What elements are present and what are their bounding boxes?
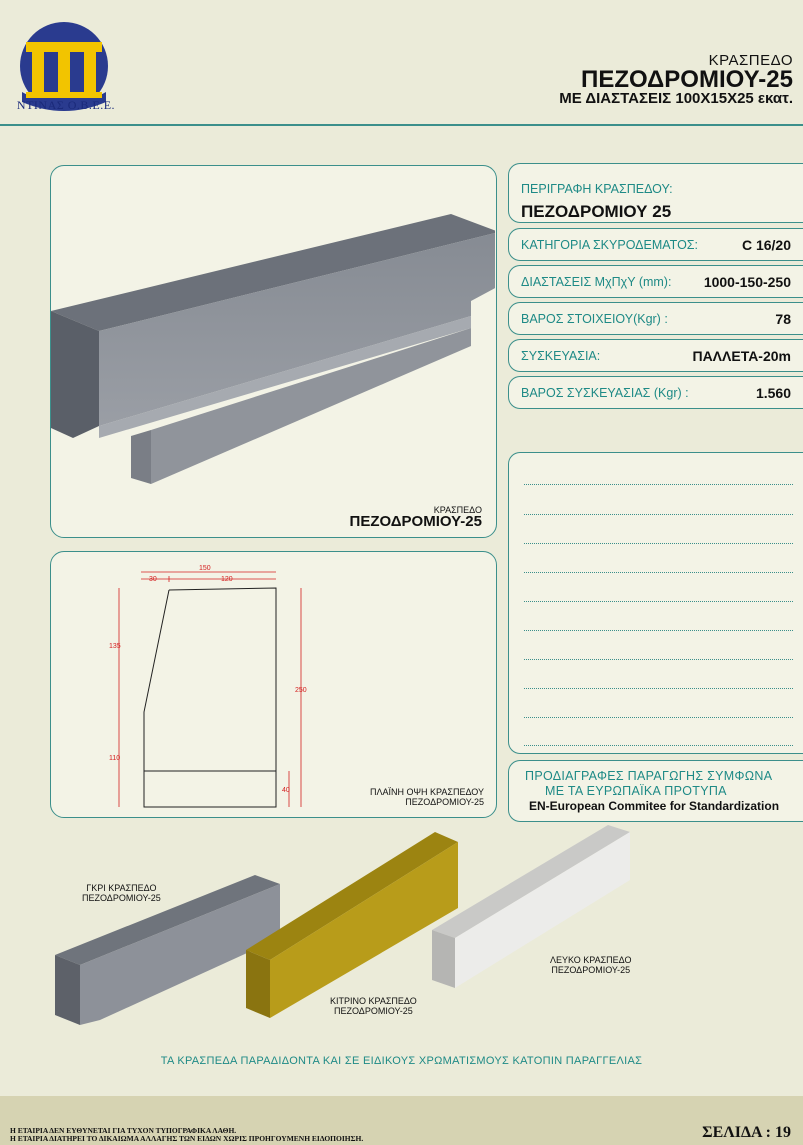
company-name: ΝΤΙΝΑΣ Ο.Β.Ε.Ε. <box>16 98 116 112</box>
spec-row <box>508 376 803 409</box>
custom-color-note: ΤΑ ΚΡΑΣΠΕΔΑ ΠΑΡΑΔΙΔΟΝΤΑ ΚΑΙ ΣΕ ΕΙΔΙΚΟΥΣ ΧΡΩΜΑΤΙΣΜΟΥΣ ΚΑΤΟΠΙΝ ΠΑΡΑΓΓΕΛΙΑΣ <box>160 1055 643 1067</box>
note-line <box>524 659 793 660</box>
dim-top-right: 120 <box>221 576 233 583</box>
notes-box <box>508 452 803 754</box>
spec-row <box>508 302 803 335</box>
page-number: ΣΕΛΙΔΑ : 19 <box>702 1124 791 1141</box>
spec-value: ΠΑΛΛΕΤΑ-20m <box>692 347 791 364</box>
variant-caption-gray <box>82 883 161 903</box>
spec-description-label: ΠΕΡΙΓΡΑΦΗ ΚΡΑΣΠΕΔΟΥ: <box>521 182 673 196</box>
variant-yellow-line1: ΚΙΤΡΙΝΟ ΚΡΑΣΠΕΔΟ <box>330 996 417 1006</box>
dim-left-upper: 135 <box>109 643 121 650</box>
note-line <box>524 572 793 573</box>
note-line <box>524 688 793 689</box>
spec-description-value: ΠΕΖΟΔΡΟΜΙΟΥ 25 <box>521 202 672 221</box>
note-line <box>524 543 793 544</box>
side-caption-line1: ΠΛΑΪΝΗ ΟΨΗ ΚΡΑΣΠΕΔΟΥ <box>370 787 484 797</box>
spec-value: 1000-150-250 <box>703 273 791 290</box>
note-line <box>524 717 793 718</box>
spec-value: C 16/20 <box>741 236 791 253</box>
spec-row <box>508 265 803 298</box>
note-line <box>524 745 793 746</box>
footer-disclaimer-1: Η ΕΤΑΙΡΙΑ ΔΕΝ ΕΥΘΥΝΕΤΑΙ ΓΙΑ ΤΥΧΟΝ ΤΥΠΟΓΡΑΦΙΚΑ ΛΑΘΗ. <box>10 1126 237 1135</box>
main-caption-small: ΚΡΑΣΠΕΔΟ <box>433 505 482 515</box>
side-view-drawing <box>51 552 495 816</box>
spec-value: 1.560 <box>755 384 791 401</box>
spec-description <box>508 163 803 223</box>
dim-top-left: 30 <box>149 576 157 583</box>
variant-white-line1: ΛΕΥΚΟ ΚΡΑΣΠΕΔΟ <box>550 955 632 965</box>
spec-label: ΣΥΣΚΕΥΑΣΙΑ: <box>521 348 601 363</box>
spec-value: 78 <box>775 310 791 327</box>
curb-3d-image <box>51 166 495 536</box>
product-image-panel <box>50 165 497 538</box>
title-line2: ΠΕΖΟΔΡΟΜΙΟΥ-25 <box>581 66 793 93</box>
variant-gray-line2: ΠΕΖΟΔΡΟΜΙΟΥ-25 <box>82 893 161 903</box>
note-line <box>524 630 793 631</box>
side-view-panel <box>50 551 497 818</box>
variant-caption-yellow <box>330 996 417 1016</box>
dim-top-total: 150 <box>199 565 211 572</box>
header-divider <box>0 124 803 126</box>
page-title <box>559 52 793 107</box>
standards-line1: ΠΡΟΔΙΑΓΡΑΦΕΣ ΠΑΡΑΓΩΓΗΣ ΣΥΜΦΩΝΑ <box>525 769 773 783</box>
note-line <box>524 514 793 515</box>
standards-line2: ΜΕ ΤΑ ΕΥΡΩΠΑΪΚΑ ΠΡΟΤΥΠΑ <box>545 784 727 798</box>
variant-gray-line1: ΓΚΡΙ ΚΡΑΣΠΕΔΟ <box>86 883 157 893</box>
spec-row <box>508 228 803 261</box>
footer-disclaimer-2: Η ΕΤΑΙΡΙΑ ΔΙΑΤΗΡΕΙ ΤΟ ΔΙΚΑΙΩΜΑ ΑΛΛΑΓΗΣ ΤΩΝ ΕΙΔΩΝ ΧΩΡΙΣ ΠΡΟΗΓΟΥΜΕΝΗ ΕΙΔΟΠΟΙΗΣΗ. <box>10 1134 364 1143</box>
variant-caption-white <box>550 955 631 975</box>
dim-left-lower: 110 <box>109 755 121 762</box>
spec-label: ΔΙΑΣΤΑΣΕΙΣ ΜχΠχΥ (mm): <box>521 274 672 289</box>
standards-line3: EN-European Commitee for Standardization <box>529 799 780 813</box>
spec-label: ΒΑΡΟΣ ΣΤΟΙΧΕΙΟΥ(Kgr) : <box>521 311 668 326</box>
title-line1: ΚΡΑΣΠΕΔΟ <box>708 52 793 69</box>
variant-yellow-line2: ΠΕΖΟΔΡΟΜΙΟΥ-25 <box>334 1006 413 1016</box>
dim-right-base: 40 <box>282 787 290 794</box>
standards-box <box>508 760 803 822</box>
main-image-caption <box>350 505 483 529</box>
note-line <box>524 601 793 602</box>
dim-right-total: 250 <box>295 687 307 694</box>
spec-label: ΒΑΡΟΣ ΣΥΣΚΕΥΑΣΙΑΣ (Kgr) : <box>521 385 689 400</box>
side-caption-line2: ΠΕΖΟΔΡΟΜΙΟΥ-25 <box>405 797 484 807</box>
main-caption-big: ΠΕΖΟΔΡΟΜΙΟΥ-25 <box>349 513 482 530</box>
spec-label: ΚΑΤΗΓΟΡΙΑ ΣΚΥΡΟΔΕΜΑΤΟΣ: <box>521 237 698 252</box>
side-view-caption <box>370 787 484 807</box>
title-line3: ΜΕ ΔΙΑΣΤΑΣΕΙΣ 100Χ15Χ25 εκατ. <box>559 90 793 107</box>
variant-white-line2: ΠΕΖΟΔΡΟΜΙΟΥ-25 <box>551 965 631 975</box>
spec-row <box>508 339 803 372</box>
note-line <box>524 484 793 485</box>
